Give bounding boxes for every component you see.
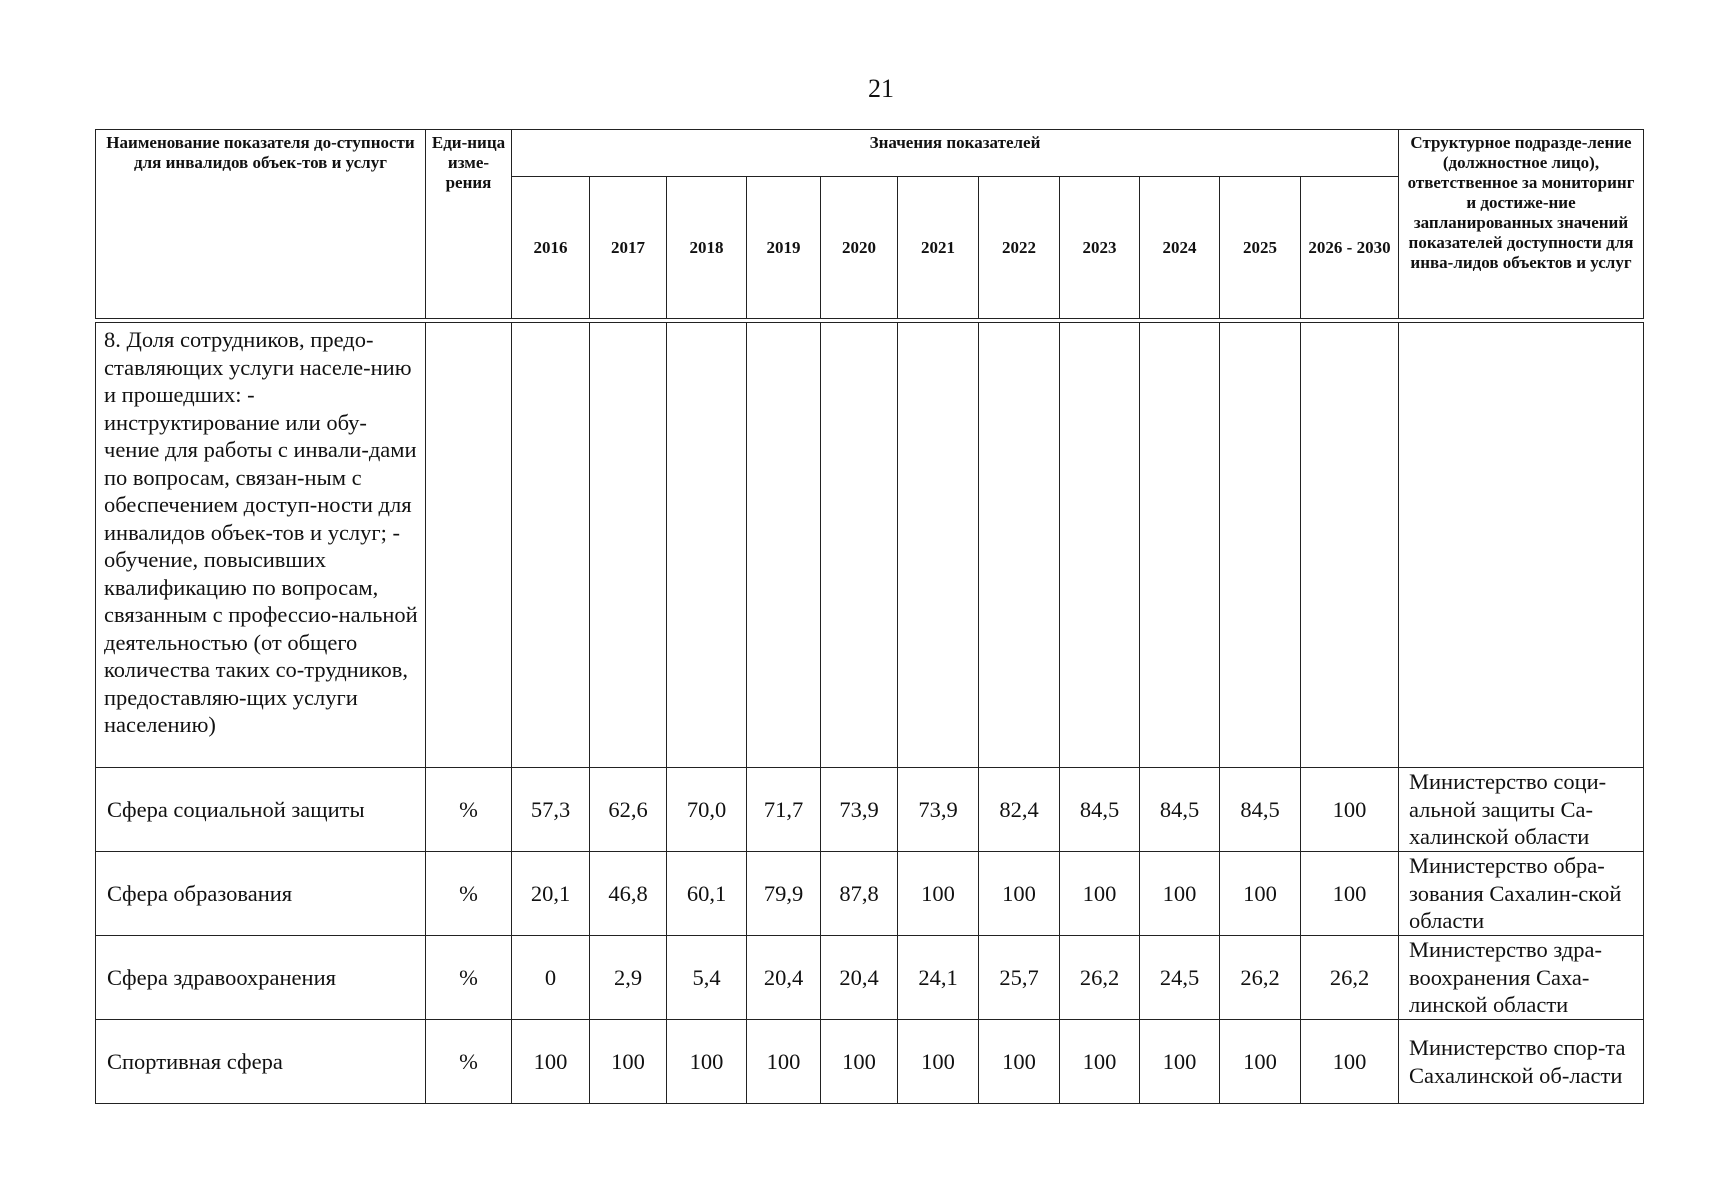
value-cell: 24,1 (898, 936, 979, 1020)
table-row (96, 852, 1644, 936)
value-cell: 100 (1301, 768, 1399, 852)
value-cell: 24,5 (1140, 936, 1220, 1020)
value-cell: 26,2 (1220, 936, 1301, 1020)
header-unit: Еди-ница изме-рения (426, 130, 512, 319)
value-cell: 73,9 (898, 768, 979, 852)
sphere-name: Сфера образования (96, 852, 426, 936)
responsible-cell: Министерство здра-воохранения Саха-линской области (1399, 936, 1644, 1020)
header-year: 2016 (512, 177, 590, 319)
value-cell: 82,4 (979, 768, 1060, 852)
value-cell: 100 (821, 1020, 898, 1104)
value-cell: 2,9 (590, 936, 667, 1020)
unit-cell: % (426, 768, 512, 852)
indicator-row (96, 323, 1644, 768)
header-responsible: Структурное подразде-ление (должностное лицо), ответственное за мониторинг и достиже-ние запланированных значений показателей доступности для инва-лидов объектов и услуг (1399, 130, 1644, 319)
header-year: 2025 (1220, 177, 1301, 319)
header-year: 2021 (898, 177, 979, 319)
value-cell: 100 (1060, 1020, 1140, 1104)
indicator-label: 8. Доля сотрудников, предо-ставляющих услуги населе-нию и прошедших: - инструктирование или обу-чение для работы с инвали-дами по вопросам, связан-ным с обеспечением доступ-ности для инвалидов объек-тов и услуг; - обучение, повысивших квалификацию по вопросам, связанным с профессио-нальной деятельностью (от общего количества таких со-трудников, предоставляю-щих услуги населению) (96, 323, 426, 768)
header-indicator-name: Наименование показателя до-ступности для инвалидов объек-тов и услуг (96, 130, 426, 319)
indicators-table (95, 129, 1644, 1104)
page-number: 21 (868, 74, 894, 103)
header-year: 2023 (1060, 177, 1140, 319)
value-cell: 26,2 (1301, 936, 1399, 1020)
header-year: 2022 (979, 177, 1060, 319)
value-cell: 71,7 (747, 768, 821, 852)
value-cell: 100 (1220, 1020, 1301, 1104)
value-cell: 100 (667, 1020, 747, 1104)
value-cell: 70,0 (667, 768, 747, 852)
value-cell: 20,4 (821, 936, 898, 1020)
header-year: 2024 (1140, 177, 1220, 319)
value-cell: 73,9 (821, 768, 898, 852)
value-cell: 100 (590, 1020, 667, 1104)
value-cell: 25,7 (979, 936, 1060, 1020)
value-cell: 100 (979, 852, 1060, 936)
header-values: Значения показателей (512, 130, 1399, 177)
sphere-name: Сфера здравоохранения (96, 936, 426, 1020)
responsible-cell: Министерство спор-та Сахалинской об-ласти (1399, 1020, 1644, 1104)
value-cell: 84,5 (1140, 768, 1220, 852)
value-cell: 87,8 (821, 852, 898, 936)
value-cell: 0 (512, 936, 590, 1020)
value-cell: 84,5 (1220, 768, 1301, 852)
value-cell: 79,9 (747, 852, 821, 936)
table-row (96, 1020, 1644, 1104)
value-cell: 60,1 (667, 852, 747, 936)
table-row (96, 768, 1644, 852)
header-year: 2020 (821, 177, 898, 319)
value-cell: 57,3 (512, 768, 590, 852)
value-cell: 26,2 (1060, 936, 1140, 1020)
value-cell: 100 (1140, 852, 1220, 936)
value-cell: 100 (512, 1020, 590, 1104)
header-year: 2026 - 2030 (1301, 177, 1399, 319)
value-cell: 20,1 (512, 852, 590, 936)
sphere-name: Спортивная сфера (96, 1020, 426, 1104)
value-cell: 100 (898, 1020, 979, 1104)
value-cell: 100 (898, 852, 979, 936)
unit-cell: % (426, 852, 512, 936)
value-cell: 100 (1140, 1020, 1220, 1104)
value-cell: 20,4 (747, 936, 821, 1020)
value-cell: 100 (1220, 852, 1301, 936)
value-cell: 100 (1060, 852, 1140, 936)
value-cell: 100 (747, 1020, 821, 1104)
value-cell: 62,6 (590, 768, 667, 852)
value-cell: 100 (979, 1020, 1060, 1104)
value-cell: 100 (1301, 1020, 1399, 1104)
responsible-cell: Министерство обра-зования Сахалин-ской области (1399, 852, 1644, 936)
unit-cell: % (426, 1020, 512, 1104)
table-row (96, 936, 1644, 1020)
value-cell: 46,8 (590, 852, 667, 936)
sphere-name: Сфера социальной защиты (96, 768, 426, 852)
header-year: 2018 (667, 177, 747, 319)
value-cell: 100 (1301, 852, 1399, 936)
unit-cell: % (426, 936, 512, 1020)
responsible-cell: Министерство соци-альной защиты Са-халинской области (1399, 768, 1644, 852)
header-year: 2019 (747, 177, 821, 319)
header-year: 2017 (590, 177, 667, 319)
value-cell: 5,4 (667, 936, 747, 1020)
value-cell: 84,5 (1060, 768, 1140, 852)
